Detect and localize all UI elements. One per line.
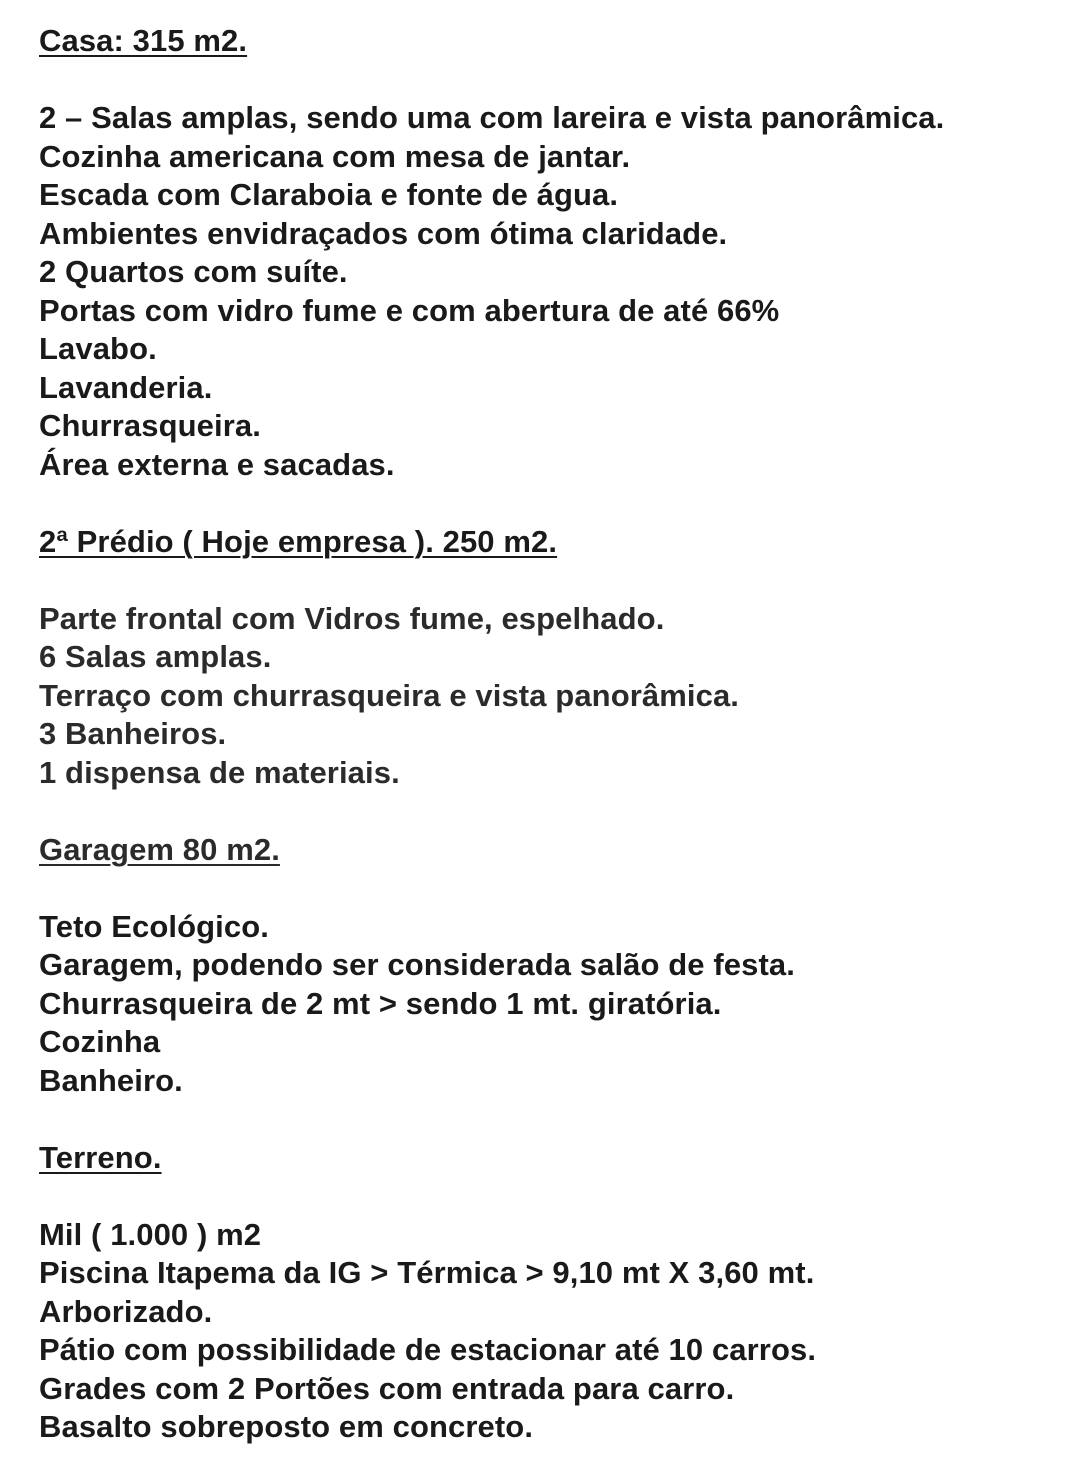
garagem-line: Churrasqueira de 2 mt > sendo 1 mt. giratória. [39,985,722,1021]
garagem-line: Banheiro. [39,1062,183,1098]
casa-line: Cozinha americana com mesa de jantar. [39,138,631,174]
casa-line: Ambientes envidraçados com ótima claridade. [39,215,728,251]
terreno-line: Arborizado. [39,1293,213,1329]
predio-line: 1 dispensa de materiais. [39,754,400,790]
casa-line: Área externa e sacadas. [39,446,395,482]
terreno-line: Mil ( 1.000 ) m2 [39,1216,262,1252]
terreno-line: Grades com 2 Portões com entrada para carro. [39,1370,735,1406]
document-body [39,22,1059,1447]
spacer [39,61,1059,100]
casa-line: 2 – Salas amplas, sendo uma com lareira e vista panorâmica. [39,100,945,135]
section-heading-predio: 2ª Prédio ( Hoje empresa ). 250 m2. [39,523,558,559]
spacer [39,792,1059,831]
predio-line: 3 Banheiros. [39,716,227,751]
terreno-line: Basalto sobreposto em concreto. [39,1409,534,1444]
garagem-line: Teto Ecológico. [39,908,269,944]
casa-line: Lavabo. [39,331,157,366]
section-heading-casa: Casa: 315 m2. [39,23,248,58]
spacer [39,869,1059,908]
casa-line: Lavanderia. [39,369,213,405]
casa-line: Portas com vidro fume e com abertura de até 66% [39,292,780,328]
spacer [39,1177,1059,1216]
garagem-line: Garagem, podendo ser considerada salão de festa. [39,947,795,982]
terreno-line: Piscina Itapema da IG > Térmica > 9,10 mt X 3,60 mt. [39,1255,815,1290]
casa-line: Escada com Claraboia e fonte de água. [39,177,619,212]
spacer [39,561,1059,600]
garagem-line: Cozinha [39,1024,161,1059]
section-heading-terreno: Terreno. [39,1139,162,1175]
spacer [39,1100,1059,1139]
spacer [39,484,1059,523]
section-heading-garagem: Garagem 80 m2. [39,831,280,867]
predio-line: Parte frontal com Vidros fume, espelhado. [39,600,665,636]
predio-line: 6 Salas amplas. [39,639,272,674]
terreno-line: Pátio com possibilidade de estacionar até 10 carros. [39,1332,817,1367]
casa-line: 2 Quartos com suíte. [39,254,348,289]
predio-line: Terraço com churrasqueira e vista panorâmica. [39,677,740,713]
casa-line: Churrasqueira. [39,408,261,443]
